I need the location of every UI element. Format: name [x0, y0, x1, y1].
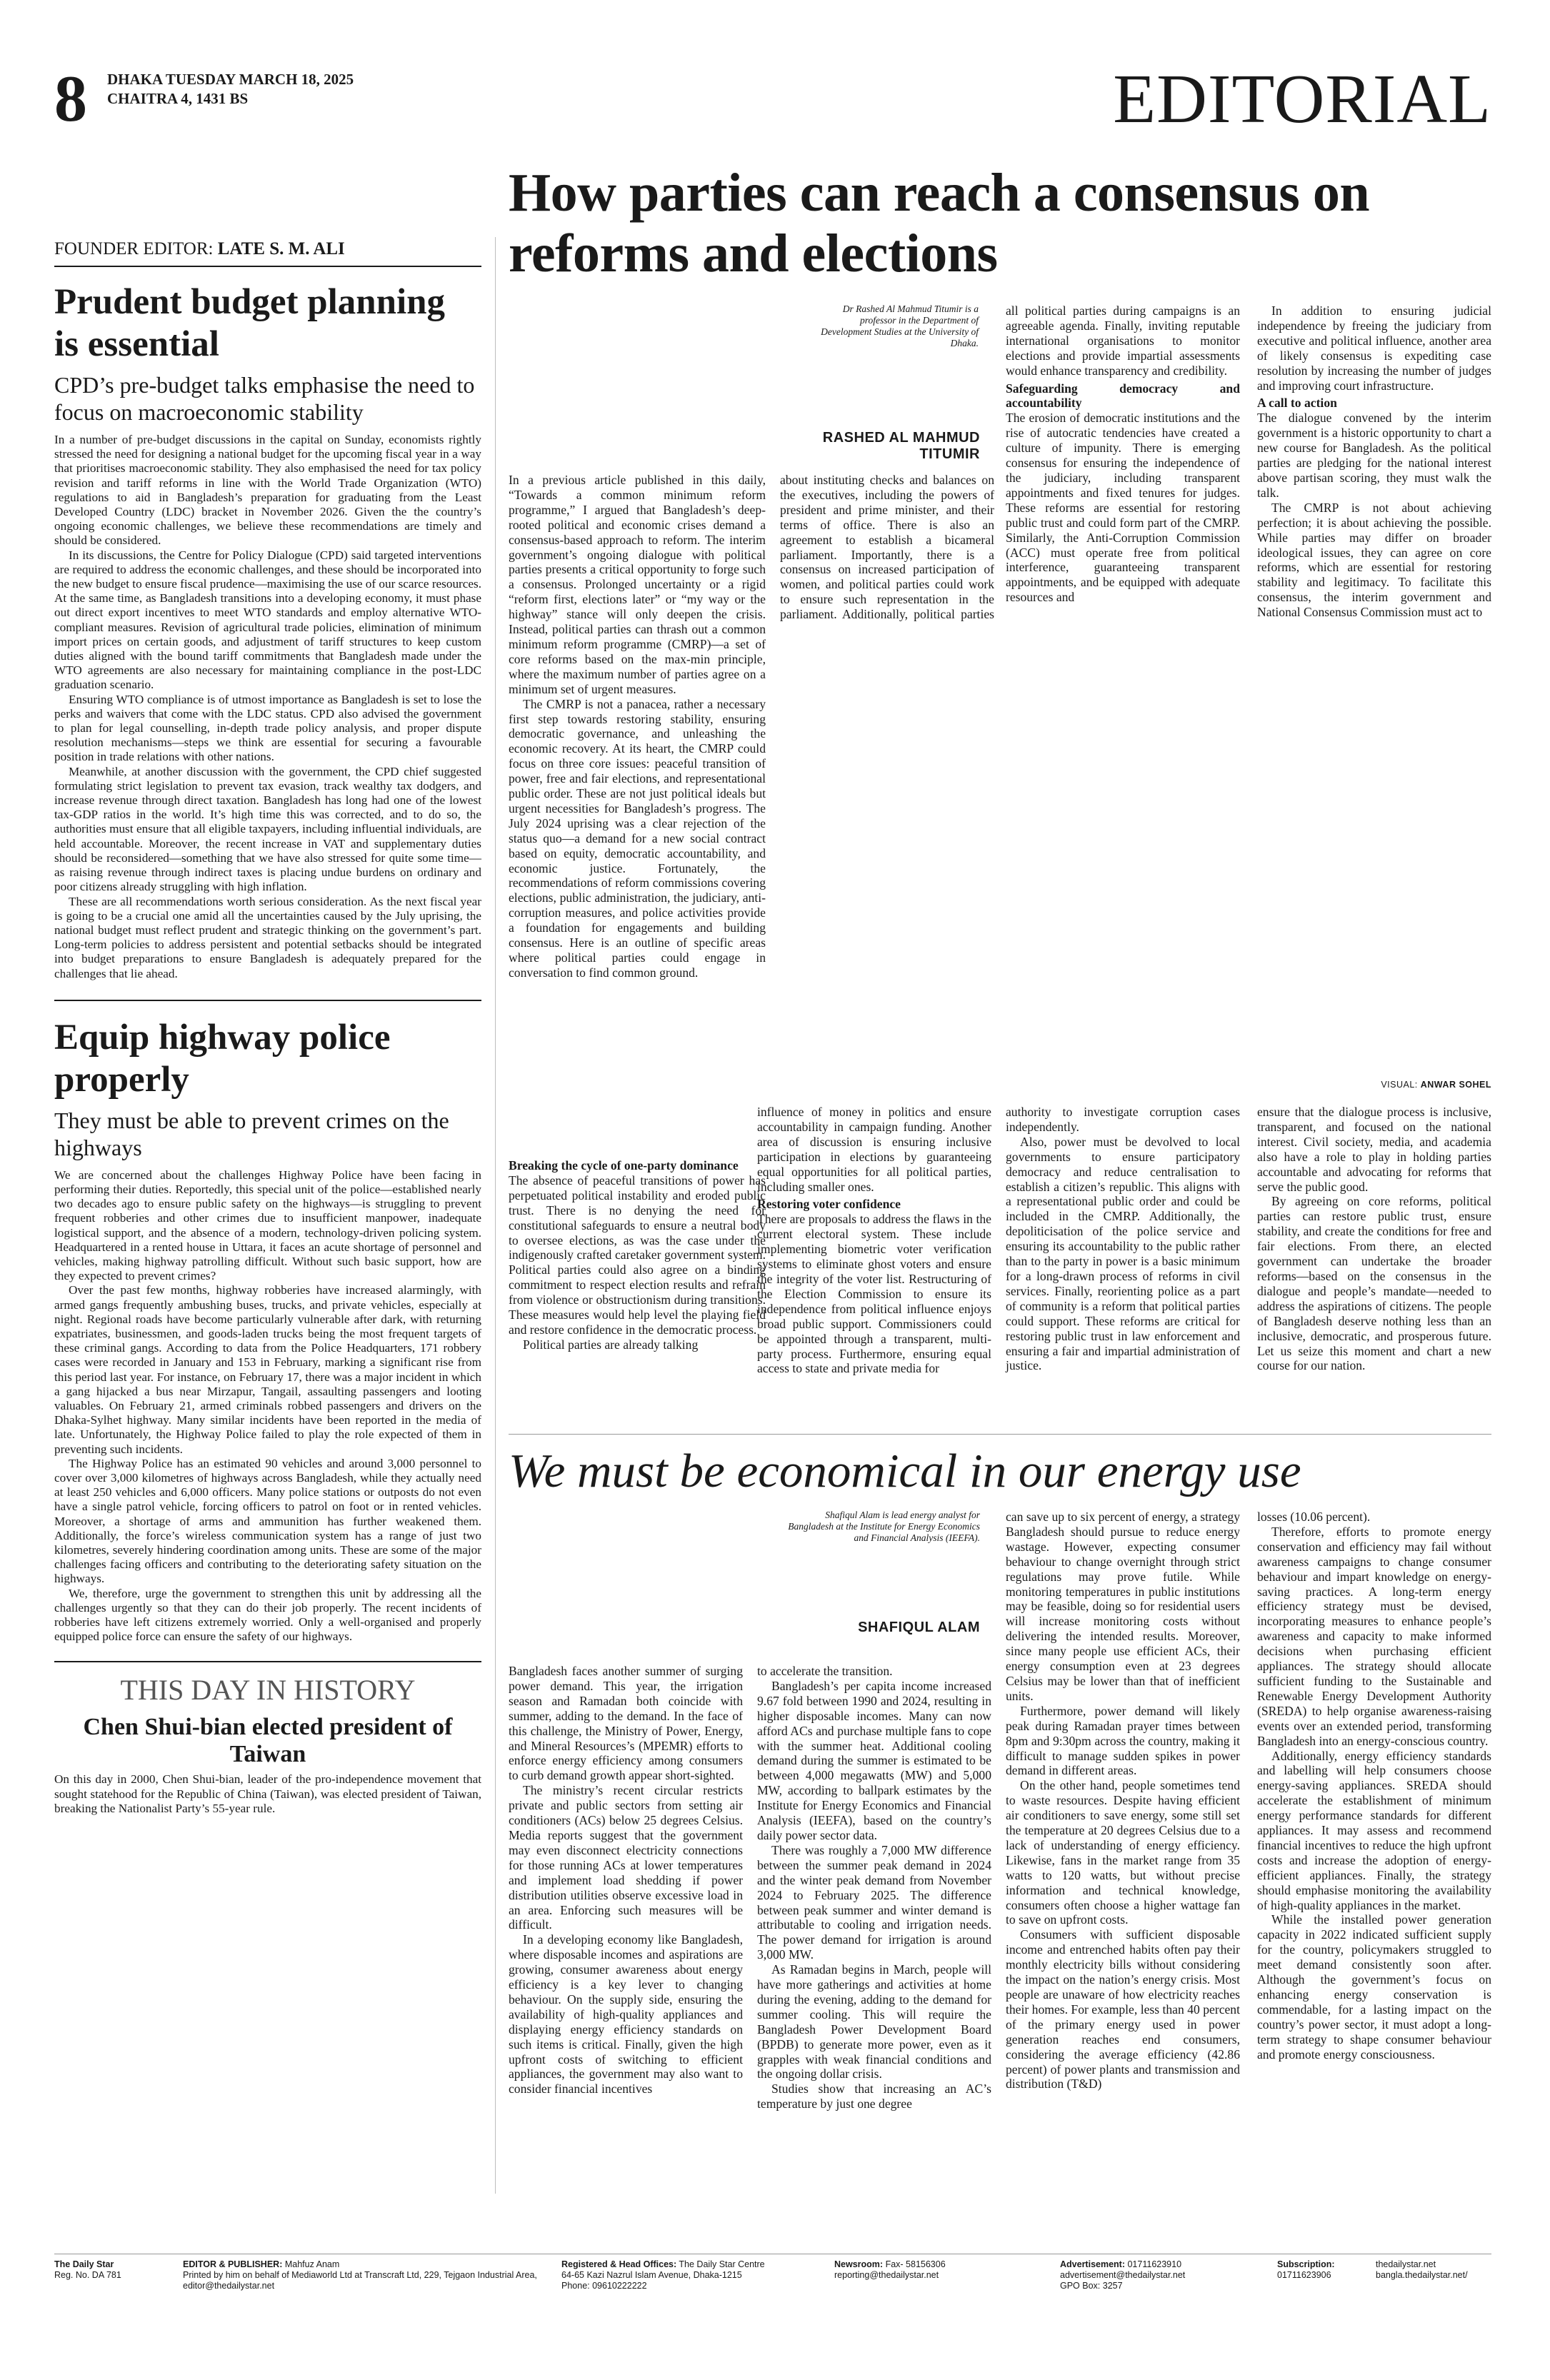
- footer-ad-box: GPO Box: 3257: [1060, 2281, 1123, 2291]
- editorial1-para: These are all recommendations worth serious consideration. As the next fiscal year is going to be a crucial one amid all the uncertainties caused by the July uprising, the national budget must reflect prudent and strategic thinking on the government’s part. Long-term policies to address persistent and potential setbacks should be integrated into budget preparations to ensure Bangladesh is adequately prepared for the challenges that lie ahead.: [54, 894, 481, 980]
- editorial1-headline: Prudent budget planning is essential: [54, 282, 446, 364]
- footer: [54, 2259, 1491, 2302]
- article1-para: influence of money in politics and ensure accountability in campaign funding. Another area of discussion is ensuring inclusive participation in elections by guaranteeing equal opportunities for all political parties, including smaller ones.: [757, 1105, 991, 1194]
- founder-label: FOUNDER EDITOR:: [54, 239, 214, 258]
- footer-newsroom-email: reporting@thedailystar.net: [834, 2270, 939, 2280]
- date-line: [107, 70, 354, 109]
- article1-col1-top: [509, 473, 766, 980]
- footer-web-link-bangla[interactable]: bangla.thedailystar.net/: [1376, 2270, 1468, 2280]
- article2-para: Bangladesh’s per capita income increased 9.67 fold between 1990 and 2024, resulting in higher disposable incomes. Many can now afford ACs and purchase multiple fans to cope with the summer heat. Additional cooling demand during the summer is estimated to be between 4,000 megawatts (MW) and 5,000 MW, according to ballpark estimates by the Institute for Energy Economics and Financial Analysis (IEEFA), based on the country’s daily power sector data.: [757, 1678, 991, 1842]
- footer-ad: [1060, 2259, 1274, 2291]
- article2-para: On the other hand, people sometimes tend to waste resources. Despite having efficient air conditioners to save energy, some still set the temperature at 20 degrees Celsius due to a lack of understanding of energy efficiency. Likewise, fans in the market range from 35 watts to 120 watts, but without precise information and technical knowledge, consumers often choose a higher wattage fan to save on upfront costs.: [1006, 1778, 1240, 1927]
- article2-author-bio: Shafiqul Alam is lead energy analyst for Bangladesh at the Institute for Energy Economics and Financial Analysis (IEEFA).: [788, 1510, 980, 1543]
- article2-para: There was roughly a 7,000 MW difference between the summer peak demand in 2024 and the winter peak demand from November 2024 to February 2025. The difference between peak summer and winter demand is attributable to cooling and irrigation needs. The power demand for irrigation is around 3,000 MW.: [757, 1842, 991, 1962]
- history-label: THIS DAY IN HISTORY: [120, 1674, 416, 1707]
- article2-col3: [1006, 1510, 1240, 2092]
- article2-para: losses (10.06 percent).: [1257, 1510, 1371, 1524]
- article1-para: Also, power must be devolved to local governments to ensure participatory democracy and reduce centralisation to establish a citizen’s republic. This aligns with a representational public order and could be included in the CMRP. Additionally, the depoliticisation of the police service and ensuring its accountability to the public rather than to the party in power is a basic minimum for a long-drawn process of reforms in civil services. Finally, reorienting police as a part of community is a reform that political parties could support. These reforms are critical for restoring public trust in law enforcement and ensuring a fair and impartial administration of justice.: [1006, 1134, 1240, 1373]
- editorial2-body: [54, 1168, 481, 1645]
- visual-credit: [1381, 1080, 1491, 1090]
- article1-para: ensure that the dialogue process is inclusive, transparent, and focused on the national interest. Civil society, media, and academia also have a role to play in holding parties accountable and advocating for reforms that serve the public good.: [1257, 1105, 1491, 1194]
- section-title: EDITORIAL: [1113, 61, 1491, 138]
- footer-newsroom: [834, 2259, 1006, 2281]
- editorial2-para: We are concerned about the challenges Highway Police have been facing in performing their duties. Reportedly, this special unit of the police—established nearly two decades ago to ensure public safety on the highways—is struggling to prevent frequent robberies and other crimes due to insufficient manpower, inadequate logistical support, and the absence of a modern, technology-driven policing system. Headquartered in a rented house in Uttara, it faces an acute shortage of personnel and vehicles, making highway patrolling difficult. Without such basic support, how are they expected to prevent crimes?: [54, 1168, 481, 1283]
- footer-paper: [54, 2259, 183, 2281]
- article1-col3-top: [1006, 303, 1240, 605]
- article1-col1-bottom: [509, 1158, 766, 1352]
- left-column-divider: [495, 237, 496, 2194]
- article2-para: As Ramadan begins in March, people will have more gatherings and activities at home during the evening, adding to the demand for summer cooling. This will require the Bangladesh Power Development Board (BPDB) to generate more power, even as it grapples with weak financial conditions and the ongoing dollar crisis.: [757, 1962, 991, 2082]
- article2-headline: We must be economical in our energy use: [509, 1445, 1301, 1497]
- footer-editor: [183, 2259, 561, 2291]
- article1-para: The erosion of democratic institutions and the rise of autocratic tendencies have created a culture of impunity. There is emerging consensus for ensuring the independence of the judiciary, including transparent appointments and fixed tenures for judges. These reforms are essential for restoring public trust and could form part of the CMRP. Similarly, the Anti-Corruption Commission (ACC) must operate free from political interference, guaranteeing transparent appointments, and be equipped with adequate resources and: [1006, 411, 1240, 605]
- footer-web-link[interactable]: thedailystar.net: [1376, 2259, 1436, 2269]
- article1-para: The absence of peaceful transitions of power has perpetuated political instability and eroded public trust. There is no denying the need for constitutional safeguards to ensure a neutral body to oversee elections, as was the case under the indigenously crafted caretaker government system. Political parties could also agree on a binding commitment to respect election results and refrain from violence or obstructionism during transitions. These measures would help level the playing field and restore confidence in the democratic process.: [509, 1173, 766, 1337]
- visual-credit-label: VISUAL:: [1381, 1080, 1418, 1090]
- article-divider: [509, 1434, 1491, 1435]
- editorial1-para: Ensuring WTO compliance is of utmost importance as Bangladesh is set to lose the perks and waivers that come with the LDC status. CPD also advised the government to plan for legal counselling, in-depth trade policy analysis, and proper dispute resolution mechanisms—steps we think are essential for securing a favourable position in trade relations with other nations.: [54, 692, 481, 764]
- article1-subhead: Breaking the cycle of one-party dominance: [509, 1158, 739, 1173]
- editorial2-headline: Equip highway police properly: [54, 1017, 391, 1100]
- article2-col1: [509, 1664, 743, 2097]
- article1-byline: RASHED AL MAHMUD TITUMIR: [822, 430, 980, 462]
- history-para: On this day in 2000, Chen Shui-bian, leader of the pro-independence movement that sought statehood for the Republic of China (Taiwan), was elected president of Taiwan, breaking the Nationalist Party’s 55-year rule.: [54, 1772, 481, 1815]
- footer-editor-name: Mahfuz Anam: [284, 2259, 340, 2269]
- article1-col3-bottom: [1006, 1105, 1240, 1373]
- article1-para: Political parties are already talking: [523, 1337, 699, 1352]
- article1-author-bio: Dr Rashed Al Mahmud Titumir is a professor in the Department of Development Studies at the University of Dhaka.: [821, 303, 979, 348]
- article1-para: The CMRP is not a panacea, rather a necessary first step towards restoring stability, ensuring democratic governance, and unleashing the economic recovery. At its heart, the CMRP could focus on three core issues: peaceful transition of power, free and fair elections, and representational public order. These are not just political ideals but urgent necessities for Bangladesh’s progress. The July 2024 uprising was a clear rejection of the status quo—a demand for a new social contract based on equity, democratic accountability, and economic justice. Fortunately, the recommendations of reform commissions covering elections, public administration, the judiciary, anti-corruption measures, and police activities provide a foundation for engagements and building consensus. Here is an outline of specific areas where political parties could engage in conversation to find common ground.: [509, 696, 766, 980]
- article1-subhead: Restoring voter confidence: [757, 1197, 901, 1212]
- editorial2-para: We, therefore, urge the government to strengthen this unit by addressing all the challenges urgently so that they can do their job properly. The recent incidents of robberies have left citizens extremely worried. Only a well-organised and properly equipped police force can ensure the safety of our highways.: [54, 1586, 481, 1644]
- footer-sub-phone: 01711623906: [1277, 2270, 1331, 2280]
- footer-ad-phone: 01711623910: [1127, 2259, 1182, 2269]
- visual-credit-name: ANWAR SOHEL: [1420, 1080, 1491, 1090]
- history-headline: Chen Shui-bian elected president of Taiwan: [83, 1714, 453, 1768]
- footer-web: [1376, 2259, 1491, 2281]
- article2-para: Furthermore, power demand will likely peak during Ramadan prayer times between 8pm and 9:30pm across the country, making it difficult to manage sudden spikes in power demand in different areas.: [1006, 1703, 1240, 1778]
- founder-line: [54, 237, 481, 261]
- footer-reg: Reg. No. DA 781: [54, 2270, 121, 2280]
- article1-headline: How parties can reach a consensus on reforms and elections: [509, 163, 1370, 283]
- article2-para: Therefore, efforts to promote energy conservation and efficiency may fail without awareness campaigns to change consumer behaviour and impart knowledge on energy-saving practices. A long-term energy efficiency strategy must be devised, incorporating measures to enhance people’s awareness and capacity to make informed decisions when purchasing efficient appliances. The strategy should allocate sufficient funding to the Sustainable and Renewable Energy Development Authority (SREDA) to help organise awareness-raising events over an extended period, transforming Bangladesh into an energy-conscious country.: [1257, 1524, 1491, 1748]
- editorial1-subhead: CPD’s pre-budget talks emphasise the need to focus on macroeconomic stability: [54, 372, 475, 425]
- article1-subhead: Safeguarding democracy and accountability: [1006, 381, 1240, 411]
- article1-para: The CMRP is not about achieving perfection; it is about achieving the possible. While parties may differ on broader ideological issues, they can agree on core reforms, which are essential for restoring stability and legitimacy. To facilitate this consensus, the interim government and National Consensus Commission must act to: [1257, 500, 1491, 620]
- article2-para: Consumers with sufficient disposable income and entrenched habits often pay their monthly electricity bills without considering the impact on the nation’s energy crisis. Most people are unaware of how electricity reaches their homes. For example, less than 40 percent of the primary energy used in power generation reaches end consumers, considering the average efficiency (42.86 percent) of power plants and transmission and distribution (T&D): [1006, 1927, 1240, 2092]
- article1-para: The dialogue convened by the interim government is a historic opportunity to chart a new course for Bangladesh. As the political parties are pledging for the national interest above partisan scoring, they must walk the talk.: [1257, 411, 1491, 500]
- history-text: [54, 1772, 481, 1816]
- footer-office-name: The Daily Star Centre: [679, 2259, 765, 2269]
- footer-ad-label: Advertisement:: [1060, 2259, 1125, 2269]
- article1-col2-bottom: [757, 1105, 991, 1376]
- article1-para: In a previous article published in this daily, “Towards a common minimum reform programme,” I argued that Bangladesh’s deep-rooted political and economic crises demand a consensus-based approach to reform. The interim government’s ongoing dialogue with political parties presents a critical opportunity to forge such a consensus. Prolonged uncertainty or a rigid “reform first, elections later” or “my way or the highway” stance will only deepen the crisis. Instead, political parties can thrash out a common minimum reform programme (CMRP)—a set of core reforms based on the max-min principle, where the maximum number of parties agree on a minimum set of urgent measures.: [509, 473, 766, 696]
- article1-para: By agreeing on core reforms, political parties can restore public trust, ensure stability, and create the conditions for free and fair elections. From there, an elected government can undertake the broader reforms—based on the consensus in the dialogue and people’s mandate—needed to address the aspirations of citizens. The people of Bangladesh deserve nothing less than an inclusive, democratic, and prosperous future. Let us seize this moment and chart a new course for our nation.: [1257, 1194, 1491, 1373]
- article1-subhead: A call to action: [1257, 396, 1337, 411]
- editorial2-para: The Highway Police has an estimated 90 vehicles and around 3,000 personnel to cover over 3,000 kilometres of highways across Bangladesh, while they actually need at least 250 vehicles and 6,000 officers. Many police stations or outposts do not even have a single patrol vehicle, forcing officers to patrol on foot or in rented vehicles. Moreover, a shortage of arms and ammunition has further weakened them. Additionally, the force’s wireless communication system has a range of just two kilometres, severely hindering coordination among units. These are some of the major challenges facing officers and contributing to the deteriorating safety situation on the highways.: [54, 1456, 481, 1586]
- article2-para: In a developing economy like Bangladesh, where disposable incomes and aspirations are growing, consumer awareness about energy efficiency is a key lever to changing behaviour. On the supply side, ensuring the availability of high-quality appliances and displaying energy efficiency standards on such items is critical. Finally, given the high upfront costs of switching to efficient appliances, the government may also want to consider financial incentives: [509, 1932, 743, 2097]
- article2-col4: [1257, 1510, 1491, 2062]
- page-number: 8: [54, 62, 87, 135]
- article1-para: There are proposals to address the flaws in the current electoral system. These include implementing biometric voter verification systems to eliminate ghost voters and ensure the integrity of the voter list. Restructuring of the Election Commission to ensure its independence from political influence enjoys broad public support. Commissioners could be appointed through a transparent, multi-party process. Furthermore, ensuring equal access to state and private media for: [757, 1212, 991, 1376]
- footer-ad-email: advertisement@thedailystar.net: [1060, 2270, 1186, 2280]
- article2-para: Bangladesh faces another summer of surging power demand. This year, the irrigation season and Ramadan both coincide with summer, adding to the demand. In the face of this challenge, the Ministry of Power, Energy, and Mineral Resources’s (MPEMR) efforts to enforce energy efficiency among consumers to curb demand growth appear short-sighted.: [509, 1664, 743, 1783]
- article2-para: Additionally, energy efficiency standards and labelling will help consumers choose energy-saving appliances. SREDA should accelerate the establishment of minimum energy performance standards for different appliances. It may assess and recommend financial incentives to reduce the high upfront costs and increase the adoption of energy-efficient appliances. Finally, the strategy should emphasise monitoring the availability of high-quality appliances in the market.: [1257, 1748, 1491, 1912]
- left-column: [54, 237, 481, 1816]
- article2-para: can save up to six percent of energy, a strategy Bangladesh should pursue to reduce energy wastage. However, expecting consumer behaviour to change overnight through strict regulations may prove futile. While monitoring temperatures in public institutions may be feasible, doing so for residential users will increase monitoring costs without delivering the intended results. Moreover, since many people use efficient ACs, their energy consumption even at 23 degrees Celsius may be lower than that of inefficient units.: [1006, 1510, 1240, 1703]
- article1-col4-bottom: [1257, 1105, 1491, 1373]
- article2-col2: [757, 1664, 991, 2112]
- editorial2-para: Over the past few months, highway robberies have increased alarmingly, with armed gangs frequently ambushing buses, trucks, and private vehicles, especially at night. Regional roads have become particularly vulnerable after dark, with returning expatriates, businessmen, and goods-laden trucks being the most frequent targets of these criminal gangs. According to data from the Police Headquarters, 171 robbery cases were recorded in January and 153 in February, marking a significant rise from this period last year. For instance, on February 17, there was a major incident in which a gang hijacked a bus near Mirzapur, Tangail, assaulting passengers and looting valuables. On February 21, armed criminals robbed passengers and drivers on the Dhaka-Sylhet highway. Many similar incidents have been reported in the media of late. Unfortunately, the Highway Police failed to play the role expected of them in preventing such incidents.: [54, 1283, 481, 1456]
- editorial1-body: [54, 433, 481, 981]
- founder-name: LATE S. M. ALI: [217, 239, 345, 258]
- footer-editor-label: EDITOR & PUBLISHER:: [183, 2259, 283, 2269]
- article2-para: to accelerate the transition.: [757, 1664, 893, 1678]
- article1-para: In addition to ensuring judicial independence by freeing the judiciary from executive and political influence, another area of likely consensus is expediting case resolution by increasing the number of judges and improving court infrastructure.: [1257, 303, 1491, 393]
- date-line-bn: CHAITRA 4, 1431 BS: [107, 90, 249, 107]
- footer-office: [561, 2259, 819, 2291]
- article1-illustration: [780, 621, 1491, 1075]
- editorial1-para: In its discussions, the Centre for Policy Dialogue (CPD) said targeted interventions are required to address the economic challenges, and these should be incorporated into the new budget to ensure fiscal prudence—maximising the use of our scarce resources. At the same time, as Bangladesh transitions into a developing economy, it must phase out direct export incentives to meet WTO standards and employ alternative WTO-compliant measures. Revision of agricultural trade policies, elimination of minimum import prices on certain goods, and adjustment of tariff structures to keep custom duties aligned with the bound tariff commitments that Bangladesh made under the WTO agreements are also necessary for maintaining compliance in the post-LDC graduation scenario.: [54, 548, 482, 692]
- article2-byline: SHAFIQUL ALAM: [858, 1620, 980, 1635]
- article1-para: about instituting checks and balances on the executives, including the powers of president and prime minister, and their terms of office. There is also an agreement to establish a bicameral parliament. Importantly, there is a consensus on increased participation of women, and political parties could work to ensure such representation in the parliament. Additionally, political parties: [780, 473, 994, 622]
- article1-para: authority to investigate corruption cases independently.: [1006, 1105, 1240, 1134]
- article1-col4-top: [1257, 303, 1491, 620]
- footer-printed: Printed by him on behalf of Mediaworld Ltd at Transcraft Ltd, 229, Tejgaon Industrial Area, editor@thedailystar.net: [183, 2270, 537, 2291]
- footer-office-addr: 64-65 Kazi Nazrul Islam Avenue, Dhaka-1215: [561, 2270, 742, 2280]
- editorial2-subhead: They must be able to prevent crimes on the highways: [54, 1107, 449, 1160]
- article1-para: all political parties during campaigns is an agreeable agenda. Finally, inviting reputable international organisations to monitor elections and provide impartial assessments would enhance transparency and credibility.: [1006, 303, 1240, 378]
- footer-office-label: Registered & Head Offices:: [561, 2259, 677, 2269]
- article2-para: While the installed power generation capacity in 2022 indicated sufficient supply for the country, policymakers struggled to meet demand consistently soon after. Although the government’s focus on enhancing energy conservation is commendable, for a lasting impact on the country’s power sector, it must adopt a long-term strategy to shape consumer behaviour and promote energy consciousness.: [1257, 1912, 1491, 2062]
- editorial1-para: Meanwhile, at another discussion with the government, the CPD chief suggested formulating strict legislation to prevent tax evasion, track wealthy tax dodgers, and increase revenue through direct taxation. Bangladesh has long had one of the lowest tax-GDP ratios in the world. It’s high time this was corrected, and to do so, the authorities must ensure that all eligible taxpayers, including influential individuals, are held accountable. Moreover, the recent increase in VAT and supplementary duties should be reconsidered—something that we have also stressed for quite some time—as raising revenue through indirect taxes is placing undue burdens on ordinary and poor citizens already struggling with high inflation.: [54, 764, 481, 894]
- editorial1-para: In a number of pre-budget discussions in the capital on Sunday, economists rightly stressed the need for designing a national budget for the upcoming fiscal year in a way that prioritises macroeconomic stability. They also emphasised the need for tax policy revision and tariff reforms in line with the World Trade Organization (WTO) regulations to aid in Bangladesh’s preparation for graduating from the Least Developed Country (LDC) bracket in November 2026. Given the the country’s ongoing economic challenges, we believe these recommendations are timely and should be considered.: [54, 433, 481, 548]
- footer-newsroom-fax: Fax- 58156306: [885, 2259, 946, 2269]
- date-line-en: DHAKA TUESDAY MARCH 18, 2025: [107, 71, 354, 88]
- article2-para: Studies show that increasing an AC’s temperature by just one degree: [757, 2082, 991, 2112]
- footer-sub-label: Subscription:: [1277, 2259, 1335, 2269]
- article2-para: The ministry’s recent circular restricts private and public sectors from setting air conditioners (ACs) below 25 degrees Celsius. Media reports suggest that the government may even disconnect electricity connections for those running ACs at lower temperatures and implement load shedding if power distribution utilities observe excessive load in an area. Enforcing such measures will be difficult.: [509, 1783, 743, 1932]
- footer-paper-name: The Daily Star: [54, 2259, 114, 2269]
- footer-office-phone: Phone: 09610222222: [561, 2281, 647, 2291]
- footer-newsroom-label: Newsroom:: [834, 2259, 884, 2269]
